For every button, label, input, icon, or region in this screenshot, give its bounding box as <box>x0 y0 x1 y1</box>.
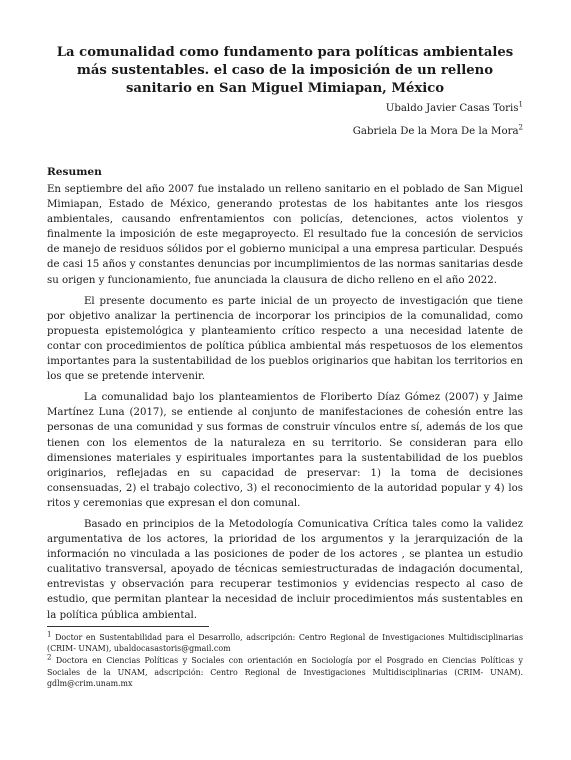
paper-title: La comunalidad como fundamento para políticas ambientales más sustentables. el caso de la imposición de un relleno sanitario en San Miguel Mimiapan, México <box>56 45 514 96</box>
author-2 <box>47 125 523 139</box>
footnote-1-mark: 1 <box>47 630 52 639</box>
footnotes <box>47 632 523 690</box>
footnote-separator <box>47 626 209 627</box>
footnote-2 <box>47 655 523 689</box>
author-1-name: Ubaldo Javier Casas Toris <box>385 103 519 114</box>
footnote-2-text: Doctora en Ciencias Políticas y Sociales con orientación en Sociología por el Posgrado en Ciencias Políticas y Sociales de la UNAM, adscripción: Centro Regional de Investigaciones Multidisciplinarias (CRIM- UNAM). gdlm@crim.unam.mx <box>47 656 523 688</box>
abstract-paragraph-1: En septiembre del año 2007 fue instalado un relleno sanitario en el poblado de San Miguel Mimiapan, Estado de México, generando protestas de los habitantes ante los riesgos ambientales, causando enfrentamientos con policías, detenciones, actos violentos y finalmente la imposición de este megaproyecto. El resultado fue la concesión de servicios de manejo de residuos sólidos por el gobierno municipal a una empresa particular. Después de casi 15 años y constantes denuncias por incumplimientos de las normas sanitarias desde su origen y funcionamiento, fue anunciada la clausura de dicho relleno en el año 2022. <box>47 184 523 286</box>
paper-page <box>47 44 523 629</box>
author-2-footnote-mark: 2 <box>518 123 523 132</box>
abstract-paragraph-3: La comunalidad bajo los planteamientos de Floriberto Díaz Gómez (2007) y Jaime Martínez Luna (2017), se entiende al conjunto de manifestaciones de cohesión entre las personas de una comunidad y sus formas de construir vínculos entre sí, además de los que tienen con los elementos de la naturaleza en su territorio. Se consideran para ello dimensiones materiales y espirituales importantes para la sustentabilidad de los pueblos originarios, reflejadas en su capacidad de preservar: 1) la toma de decisiones consensuadas, 2) el trabajo colectivo, 3) el reconocimiento de la autoridad popular y 4) los ritos y ceremonias que expresan el don comunal. <box>47 392 523 509</box>
abstract-heading: Resumen <box>47 166 102 178</box>
footnote-1-text: Doctor en Sustentabilidad para el Desarrollo, adscripción: Centro Regional de Investigaciones Multidisciplinarias (CRIM- UNAM), ubaldocasastoris@gmail.com <box>47 633 523 654</box>
abstract-paragraph-4: Basado en principios de la Metodología Comunicativa Crítica tales como la validez argumentativa de los actores, la prioridad de los argumentos y la jerarquización de la información no vinculada a las posiciones de poder de los actores , se plantea un estudio cualitativo transversal, apoyado de técnicas semiestructuradas de indagación documental, entrevistas y observación para recuperar testimonios y evidencias respecto al caso de estudio, que permitan plantear la necesidad de incluir procedimientos más sustentables en la política pública ambiental. <box>47 518 523 621</box>
footnote-2-mark: 2 <box>47 653 52 662</box>
abstract-paragraph-2: El presente documento es parte inicial de un proyecto de investigación que tiene por objetivo analizar la pertinencia de incorporar los principios de la comunalidad, como propuesta epistemológica y planteamiento crítico respecto a una necesidad latente de contar con procedimientos de política pública ambiental más respetuosos de los elementos importantes para la sustentabilidad de los pueblos originarios que habitan los territorios en los que se pretende intervenir. <box>47 295 523 383</box>
footnote-1 <box>47 632 523 654</box>
author-1 <box>47 102 523 116</box>
author-1-footnote-mark: 1 <box>518 100 523 109</box>
author-2-name: Gabriela De la Mora De la Mora <box>352 126 519 137</box>
